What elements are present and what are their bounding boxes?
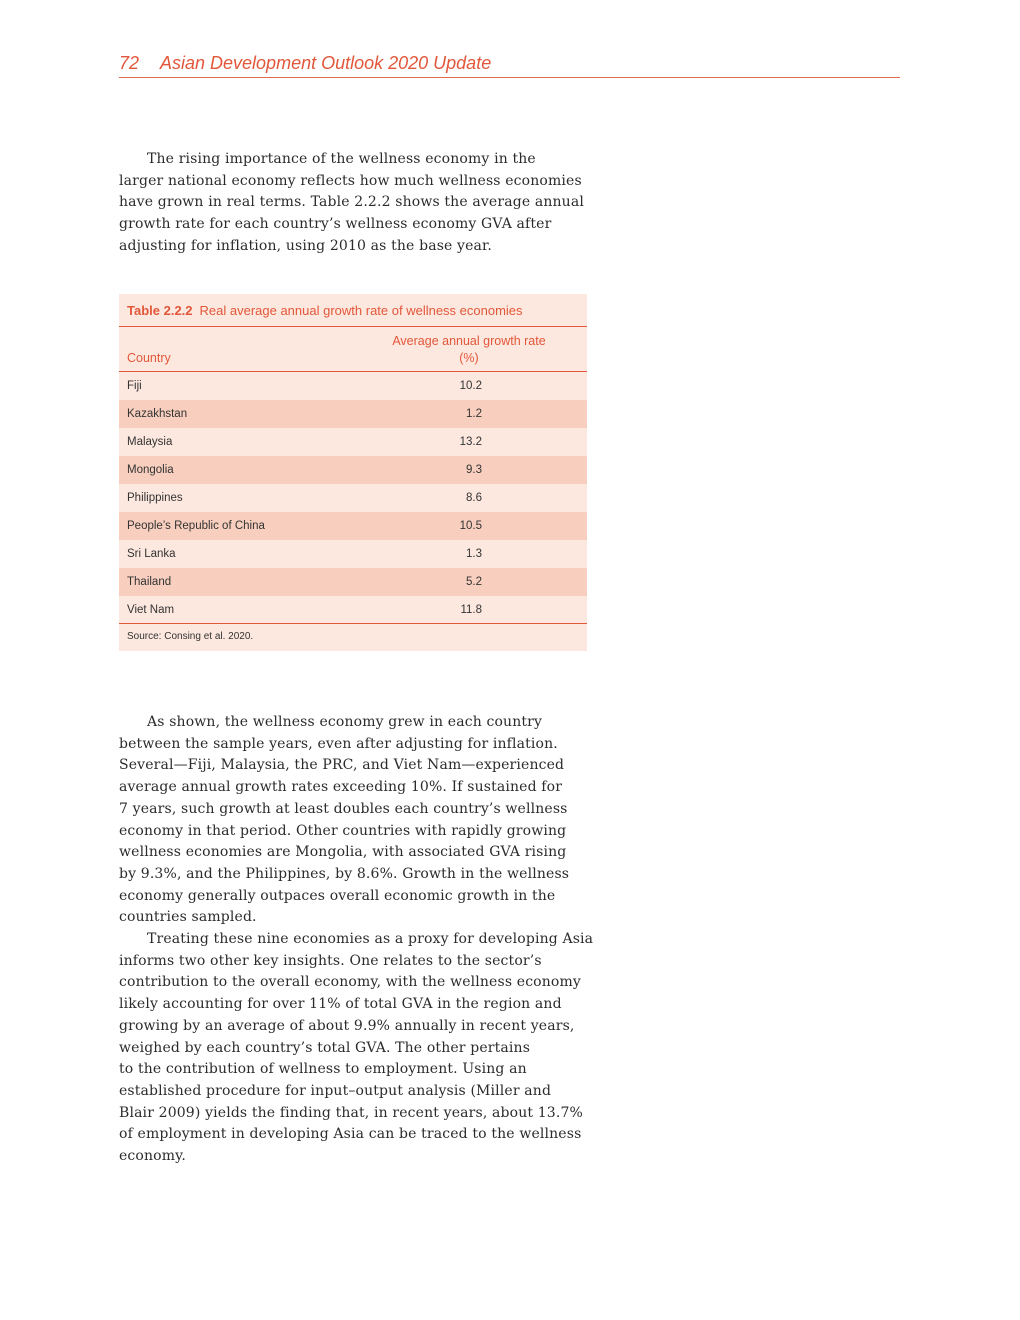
table-rule-top (119, 326, 587, 327)
country-cell: Philippines (127, 492, 183, 504)
text-line: larger national economy reflects how much wellness economies (119, 172, 582, 189)
rate-cell: 9.3 (466, 464, 482, 476)
text-line: by 9.3%, and the Philippines, by 8.6%. Growth in the wellness (119, 865, 570, 882)
text-line: weighed by each country’s total GVA. The other pertains (119, 1039, 531, 1056)
table-row (119, 540, 587, 568)
table-row (119, 456, 587, 484)
text-line: Treating these nine economies as a proxy for developing Asia (147, 931, 594, 948)
table-label: Table 2.2.2 (127, 303, 193, 318)
paragraph-intro (119, 149, 599, 258)
page-number: 72 (119, 53, 140, 73)
publication-title: Asian Development Outlook 2020 Update (160, 53, 492, 73)
column-header-country: Country (127, 351, 171, 365)
text-line: Blair 2009) yields the finding that, in recent years, about 13.7% (119, 1104, 583, 1121)
table-row (119, 428, 587, 456)
text-line: The rising importance of the wellness economy in the (147, 151, 536, 167)
text-line: wellness economies are Mongolia, with associated GVA rising (119, 844, 567, 861)
country-cell: Viet Nam (127, 604, 175, 616)
table-row (119, 484, 587, 512)
text-line: 7 years, such growth at least doubles each country’s wellness (119, 800, 568, 817)
column-header-rate-line2: (%) (459, 351, 479, 365)
text-line: economy generally outpaces overall economic growth in the (119, 887, 556, 904)
table-row (119, 596, 587, 624)
country-cell: People’s Republic of China (127, 520, 265, 532)
text-line: countries sampled. (119, 909, 257, 926)
text-line: growth rate for each country’s wellness economy GVA after (119, 216, 552, 233)
rate-cell: 10.5 (459, 520, 482, 532)
text-line: established procedure for input–output analysis (Miller and (119, 1082, 552, 1099)
text-line: have grown in real terms. Table 2.2.2 shows the average annual (119, 194, 584, 211)
text-line: economy in that period. Other countries with rapidly growing (119, 822, 567, 839)
text-line: growing by an average of about 9.9% annually in recent years, (119, 1017, 575, 1034)
country-cell: Thailand (127, 576, 172, 588)
column-header-rate-line1: Average annual growth rate (392, 334, 546, 348)
rate-cell: 5.2 (466, 576, 482, 588)
country-cell: Mongolia (127, 464, 174, 476)
rate-cell: 13.2 (459, 436, 482, 448)
text-line: informs two other key insights. One relates to the sector’s (119, 952, 542, 969)
table-title: Real average annual growth rate of wellness economies (199, 303, 523, 318)
text-line: As shown, the wellness economy grew in each country (147, 714, 543, 730)
text-line: of employment in developing Asia can be traced to the wellness (119, 1126, 582, 1143)
table-row (119, 400, 587, 428)
column-header-rate (369, 333, 569, 367)
text-line: adjusting for inflation, using 2010 as the base year. (119, 237, 492, 254)
country-cell: Fiji (127, 380, 142, 392)
text-line: economy. (119, 1148, 186, 1165)
country-cell: Malaysia (127, 436, 173, 448)
table-row (119, 568, 587, 596)
rate-cell: 11.8 (460, 604, 482, 616)
growth-rate-table (119, 294, 587, 651)
rate-cell: 8.6 (466, 492, 482, 504)
rate-cell: 1.3 (466, 548, 482, 560)
paragraph-growth (119, 712, 599, 1168)
running-header (119, 50, 900, 78)
text-line: between the sample years, even after adjusting for inflation. (119, 735, 558, 752)
country-cell: Sri Lanka (127, 548, 176, 560)
text-line: average annual growth rates exceeding 10%. If sustained for (119, 779, 563, 796)
table-rule-bottom (119, 623, 587, 624)
text-line: to the contribution of wellness to employment. Using an (119, 1061, 527, 1078)
table-row (119, 372, 587, 400)
table-source-note: Source: Consing et al. 2020. (127, 631, 254, 642)
text-line: Several—Fiji, Malaysia, the PRC, and Viet Nam—experienced (119, 757, 565, 774)
table-body (119, 372, 587, 624)
table-row (119, 512, 587, 540)
rate-cell: 1.2 (466, 408, 482, 420)
text-line: contribution to the overall economy, with the wellness economy (119, 974, 581, 991)
country-cell: Kazakhstan (127, 408, 188, 420)
rate-cell: 10.2 (459, 380, 482, 392)
table-caption (127, 303, 587, 319)
text-line: likely accounting for over 11% of total GVA in the region and (119, 996, 562, 1013)
